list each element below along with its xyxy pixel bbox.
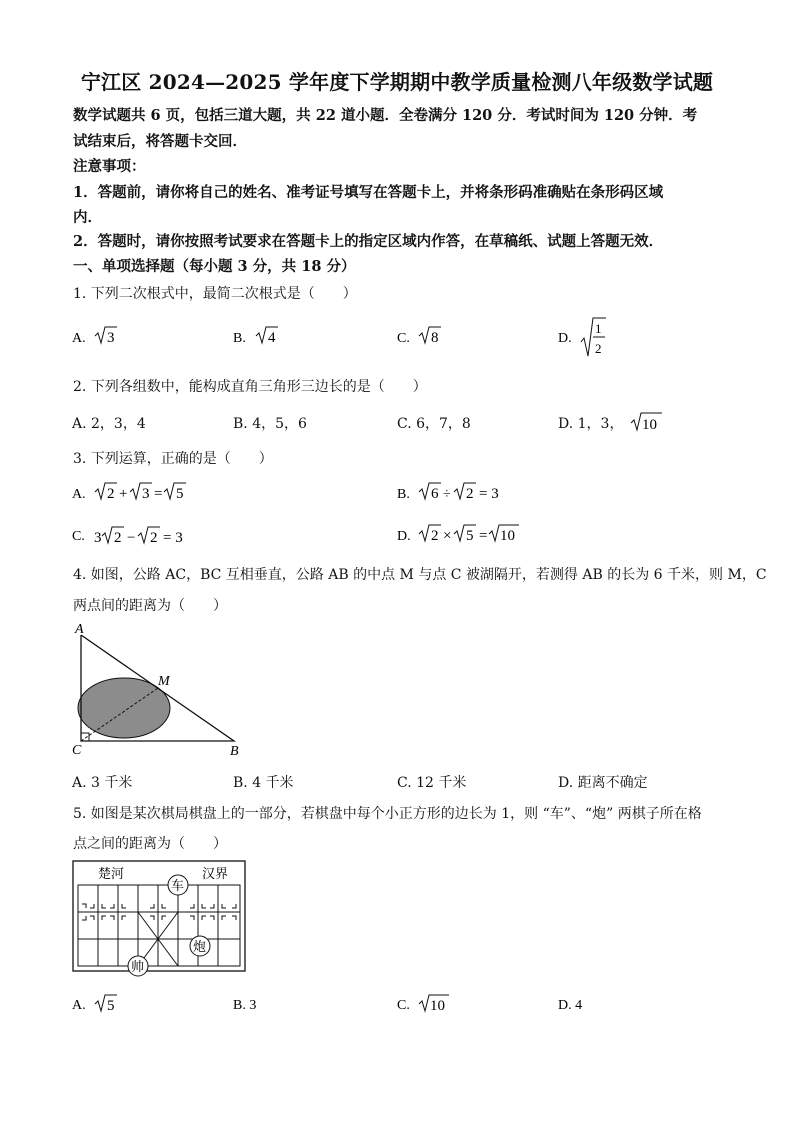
q5-option-b: B. 3: [233, 998, 257, 1013]
board-label-chuhe: 楚河: [98, 866, 125, 881]
q3-option-b-label: B.: [397, 487, 410, 502]
q5-option-c-label: C.: [397, 998, 410, 1013]
piece-che-label: 车: [171, 878, 185, 893]
piece-pao-label: 炮: [193, 939, 207, 954]
q5-options: [70, 992, 630, 1022]
q3-d-radicand-1: 2: [431, 528, 439, 544]
q5-option-d: D. 4: [558, 998, 583, 1013]
q4-option-c: C. 12 千米: [397, 775, 467, 791]
point-c-label: C: [72, 743, 82, 758]
q3-c-coefficient: 3: [94, 530, 102, 546]
q4-stem-line-1: 4. 如图，公路 AC，BC 互相垂直，公路 AB 的中点 M 与点 C 被湖隔开，若测得 AB 的长为 6 千米，则 M，C: [73, 567, 767, 583]
q3-b-result: = 3: [479, 486, 499, 502]
q4-option-b: B. 4 千米: [233, 775, 294, 791]
q3-b-radicand-1: 6: [431, 486, 439, 502]
q3-d-operator: ×: [443, 528, 452, 544]
q1-option-a-radicand: 3: [107, 330, 115, 346]
q3-option-c-label: C.: [72, 529, 85, 544]
board-grid: [78, 885, 240, 966]
q3-a-radicand-1: 2: [107, 486, 115, 502]
q2-option-d-radical: [630, 408, 670, 434]
q2-option-d-radicand: 10: [642, 417, 657, 433]
q1-option-a-label: A.: [72, 331, 86, 346]
q3-b-operator: ÷: [443, 487, 451, 502]
q1-option-d-label: D.: [558, 331, 572, 346]
q2-option-d-prefix: D. 1，3，: [558, 416, 624, 432]
q5-option-a-label: A.: [72, 998, 86, 1013]
q1-option-b-label: B.: [233, 331, 246, 346]
board-label-hanjie: 汉界: [202, 866, 229, 881]
q4-stem-line-2: 两点间的距离为（ ）: [73, 598, 227, 614]
q4-triangle-figure: [66, 618, 256, 760]
q4-option-a: A. 3 千米: [72, 775, 133, 791]
q5-option-c-radicand: 10: [430, 998, 445, 1014]
q3-a-radicand-3: 5: [176, 486, 184, 502]
q2-stem: 2. 下列各组数中，能构成直角三角形三边长的是（ ）: [73, 379, 427, 395]
q2-option-c: C. 6，7，8: [397, 416, 471, 432]
q3-b-radicand-2: 2: [466, 486, 474, 502]
section-1-heading: 一、单项选择题（每小题 3 分，共 18 分）: [73, 258, 356, 275]
q3-a-radicand-2: 3: [142, 486, 150, 502]
q1-option-d-numerator: 1: [595, 321, 602, 336]
q3-options: [70, 480, 630, 550]
q1-option-c-radicand: 8: [431, 330, 439, 346]
q3-c-radicand-2: 2: [150, 530, 158, 546]
page-title: 宁江区 2024—2025 学年度下学期期中教学质量检测八年级数学试题: [80, 70, 714, 94]
q3-stem: 3. 下列运算，正确的是（ ）: [73, 451, 273, 467]
intro-line-2: 试结束后，将答题卡交回．: [73, 133, 247, 150]
q3-c-operator: −: [127, 530, 136, 546]
q1-option-c-label: C.: [397, 331, 410, 346]
q5-option-a-radicand: 5: [107, 998, 115, 1014]
q5-stem-line-1: 5. 如图是某次棋局棋盘上的一部分，若棋盘中每个小正方形的边长为 1，则 “车”、“炮” 两棋子所在格: [73, 806, 702, 822]
q3-c-result: = 3: [163, 530, 183, 546]
point-b-label: B: [230, 744, 239, 759]
q3-a-equals: =: [154, 486, 163, 502]
q4-option-d: D. 距离不确定: [558, 775, 648, 791]
q3-option-a-label: A.: [72, 487, 86, 502]
notes-heading: 注意事项：: [73, 158, 146, 175]
q3-c-radicand-1: 2: [114, 530, 122, 546]
q3-d-radicand-3: 10: [500, 528, 515, 544]
note-2: 2．答题时，请你按照考试要求在答题卡上的指定区域内作答，在草稿纸、试题上答题无效．: [73, 233, 664, 250]
q2-option-b: B. 4，5，6: [233, 416, 307, 432]
piece-shuai-label: 帅: [131, 959, 145, 974]
q1-option-b-radicand: 4: [268, 330, 276, 346]
q3-option-d-label: D.: [397, 529, 411, 544]
q3-d-radicand-2: 5: [466, 528, 474, 544]
intro-line-1: 数学试题共 6 页，包括三道大题，共 22 道小题．全卷满分 120 分．考试时间为 120 分钟．考: [73, 107, 698, 124]
q5-stem-line-2: 点之间的距离为（ ）: [73, 836, 227, 852]
q1-options: [70, 316, 650, 362]
q5-chessboard-figure: [72, 860, 248, 980]
q3-d-equals: =: [479, 528, 488, 544]
q1-stem: 1. 下列二次根式中，最简二次根式是（ ）: [73, 286, 357, 302]
q1-option-d-denominator: 2: [595, 341, 602, 356]
note-1-line-1: 1．答题前，请你将自己的姓名、准考证号填写在答题卡上，并将条形码准确贴在条形码区域: [73, 184, 664, 201]
q3-a-operator: +: [119, 486, 128, 502]
point-a-label: A: [75, 622, 84, 637]
point-m-label: M: [158, 674, 170, 689]
note-1-line-2: 内．: [73, 209, 102, 226]
q2-option-a: A. 2，3，4: [72, 416, 146, 432]
